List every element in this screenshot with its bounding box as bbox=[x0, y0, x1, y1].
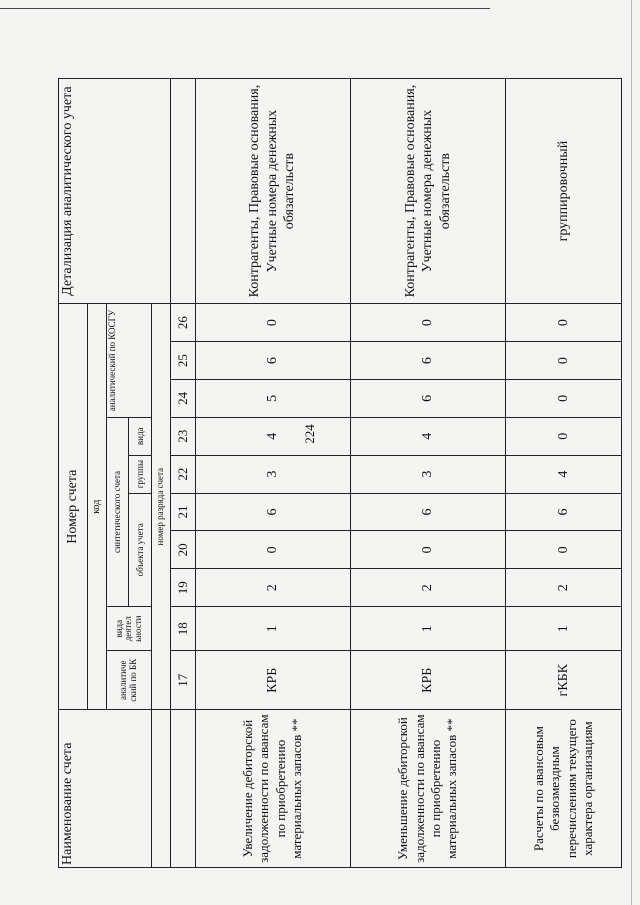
header-kind: вида bbox=[129, 417, 152, 455]
row-value: 2 bbox=[350, 569, 505, 607]
row-value: 0 bbox=[506, 531, 622, 569]
digit-row-spacer bbox=[170, 710, 195, 868]
page-number: 224 bbox=[301, 424, 317, 444]
header-digit-number: номер разряда счета bbox=[152, 304, 171, 710]
row-detail: Контрагенты, Правовые основания, Учетные номера денежных обязательств bbox=[350, 79, 505, 304]
digit-cell: 23 bbox=[170, 417, 195, 455]
header-synthetic: синтетического счета bbox=[106, 417, 129, 606]
digit-cell: 17 bbox=[170, 651, 195, 710]
header-name: Наименование счета bbox=[59, 710, 152, 868]
table-row bbox=[350, 79, 505, 868]
row-detail: группировочный bbox=[506, 79, 622, 304]
header-name-spacer bbox=[152, 710, 171, 868]
row-value: 0 bbox=[195, 304, 350, 342]
row-value: КРБ bbox=[350, 651, 505, 710]
row-value: 6 bbox=[350, 342, 505, 380]
digit-cell: 24 bbox=[170, 379, 195, 417]
row-detail: Контрагенты, Правовые основания, Учетные номера денежных обязательств bbox=[195, 79, 350, 304]
row-value: 1 bbox=[350, 607, 505, 651]
row-name: Увеличение дебиторской задолженности по авансам по приобретению материальных запасов ** bbox=[195, 710, 350, 868]
row-name: Уменьшение дебиторской задолженности по авансам по приобретению материальных запасов ** bbox=[350, 710, 505, 868]
header-analytic-bk: аналитиче ский по БК bbox=[106, 651, 152, 710]
row-value: 0 bbox=[350, 531, 505, 569]
row-value: 6 bbox=[350, 493, 505, 531]
row-value: КРБ bbox=[195, 651, 350, 710]
header-group: группы bbox=[129, 455, 152, 493]
header-accounting-object: объекта учета bbox=[129, 493, 152, 607]
digit-cell: 25 bbox=[170, 342, 195, 380]
digit-cell: 26 bbox=[170, 304, 195, 342]
row-value: гКБК bbox=[506, 651, 622, 710]
row-value: 3 bbox=[350, 455, 505, 493]
scan-edge-right bbox=[631, 0, 632, 905]
row-value: 3 bbox=[195, 455, 350, 493]
row-value: 0 bbox=[506, 304, 622, 342]
row-value: 5 bbox=[195, 379, 350, 417]
row-value: 6 bbox=[195, 493, 350, 531]
digit-row-detail-spacer bbox=[170, 79, 195, 304]
scan-edge-top bbox=[0, 8, 490, 9]
row-value: 0 bbox=[506, 379, 622, 417]
row-value: 6 bbox=[350, 379, 505, 417]
row-value: 4 bbox=[506, 455, 622, 493]
header-analytic-kosgu: аналитический по КОСГУ bbox=[106, 304, 152, 418]
digit-cell: 20 bbox=[170, 531, 195, 569]
digit-cell: 21 bbox=[170, 493, 195, 531]
row-value: 1 bbox=[506, 607, 622, 651]
accounts-table bbox=[58, 78, 622, 868]
row-value: 2 bbox=[195, 569, 350, 607]
row-value: 1 bbox=[195, 607, 350, 651]
header-activity-type: вида деятел ьности bbox=[106, 607, 152, 651]
row-value: 0 bbox=[506, 342, 622, 380]
row-value: 6 bbox=[195, 342, 350, 380]
digit-cell: 19 bbox=[170, 569, 195, 607]
table-row bbox=[195, 79, 350, 868]
row-value: 2 bbox=[506, 569, 622, 607]
digit-cell: 18 bbox=[170, 607, 195, 651]
row-value: 0 bbox=[350, 304, 505, 342]
row-value: 6 bbox=[506, 493, 622, 531]
row-value: 0 bbox=[195, 531, 350, 569]
header-account-number: Номер счета bbox=[59, 304, 88, 710]
rotated-table-container bbox=[58, 78, 622, 868]
row-value: 4 bbox=[195, 417, 350, 455]
header-detail: Детализация аналитического учета bbox=[59, 79, 171, 304]
header-code: код bbox=[87, 304, 106, 710]
digit-cell: 22 bbox=[170, 455, 195, 493]
table-row bbox=[506, 79, 622, 868]
row-name: Расчеты по авансовым безвозмездным перечислениям текущего характера организациям bbox=[506, 710, 622, 868]
row-value: 4 bbox=[350, 417, 505, 455]
row-value: 0 bbox=[506, 417, 622, 455]
